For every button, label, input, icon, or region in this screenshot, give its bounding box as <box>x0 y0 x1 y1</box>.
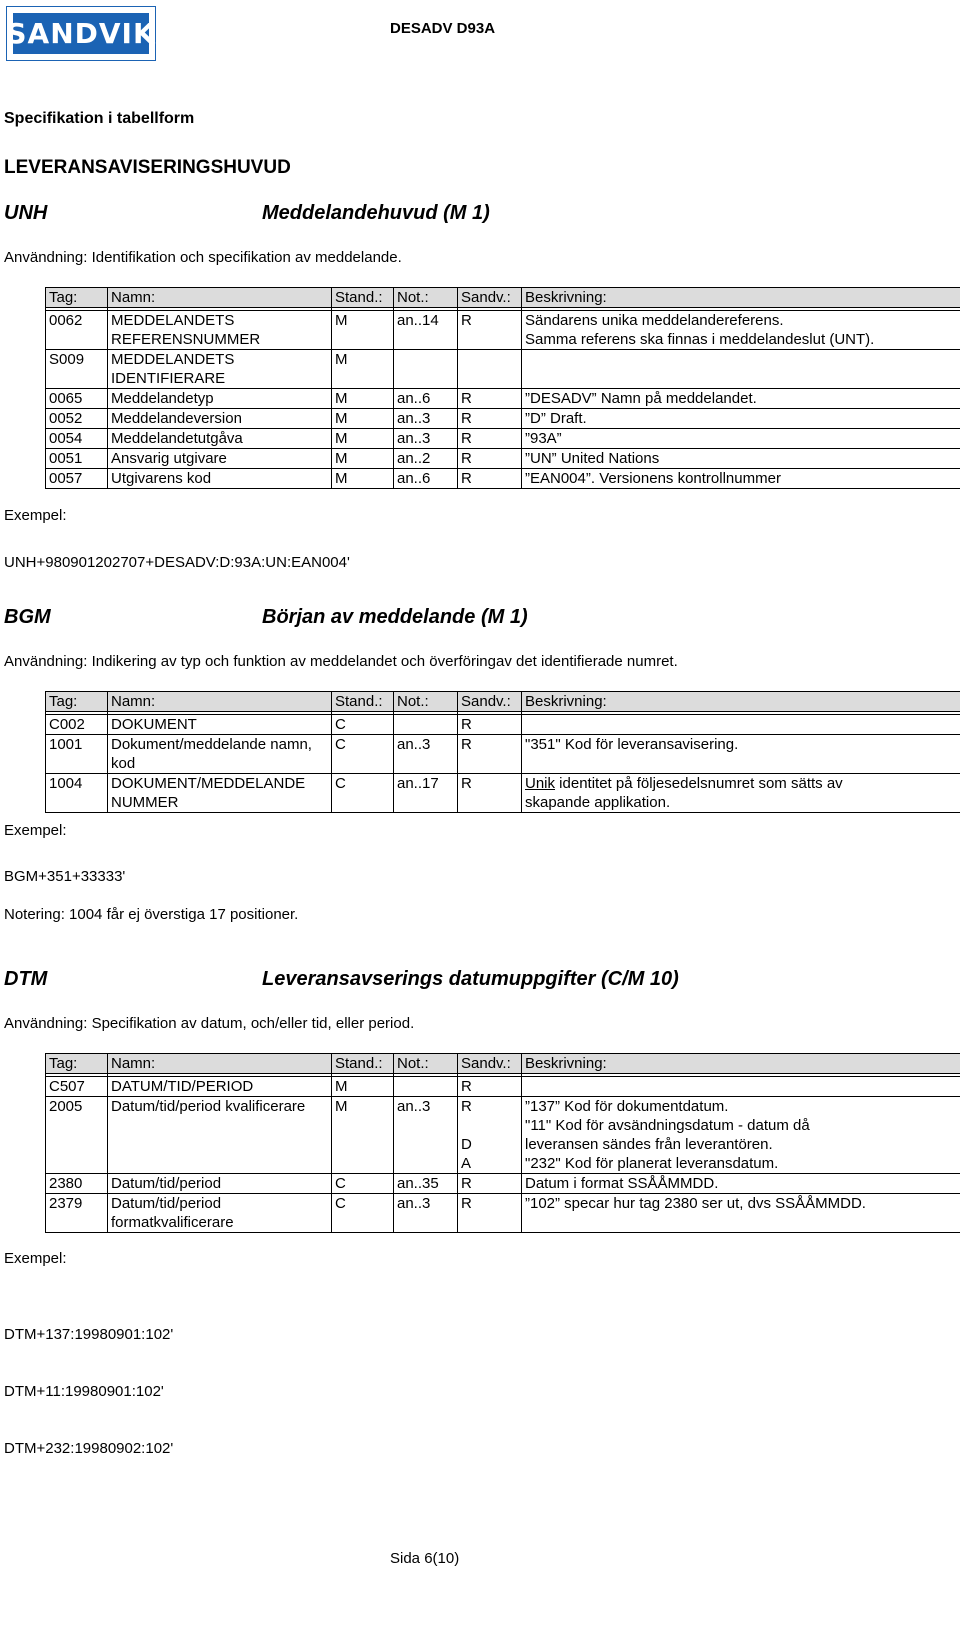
cell-stand: M <box>332 350 394 389</box>
cell-stand: C <box>332 1174 394 1194</box>
dtm-segment-name: Leveransavserings datumuppgifter (C/M 10) <box>262 968 679 990</box>
table-row <box>46 350 960 389</box>
table-row <box>46 409 960 429</box>
cell-tag: 0057 <box>46 469 108 489</box>
cell-name: Ansvarig utgivare <box>108 449 332 469</box>
cell-stand: M <box>332 1077 394 1097</box>
cell-not: an..14 <box>394 311 458 350</box>
table-row <box>46 774 960 813</box>
cell-tag: S009 <box>46 350 108 389</box>
dtm-segment-code: DTM <box>4 968 48 990</box>
column-header: Namn: <box>108 288 332 308</box>
bgm-usage: Användning: Indikering av typ och funktion av meddelandet och överföringav det identifierade numret. <box>4 653 678 670</box>
cell-stand: M <box>332 469 394 489</box>
cell-stand: M <box>332 1097 394 1174</box>
cell-name: MEDDELANDETS REFERENSNUMMER <box>108 311 332 350</box>
cell-not <box>394 1077 458 1097</box>
cell-tag: C002 <box>46 715 108 735</box>
sandvik-logo <box>6 6 156 61</box>
cell-sandv: R <box>458 1194 522 1233</box>
column-header: Namn: <box>108 1054 332 1074</box>
cell-not: an..35 <box>394 1174 458 1194</box>
dtm-example-line: DTM+11:19980901:102' <box>4 1383 164 1400</box>
table-row <box>46 389 960 409</box>
table-row <box>46 311 960 350</box>
dtm-example-label: Exempel: <box>4 1250 67 1267</box>
cell-name: MEDDELANDETS IDENTIFIERARE <box>108 350 332 389</box>
cell-desc: Sändarens unika meddelandereferens. Samma referens ska finnas i meddelandeslut (UNT). <box>522 311 960 350</box>
cell-stand: M <box>332 449 394 469</box>
cell-stand: C <box>332 1194 394 1233</box>
cell-stand: M <box>332 409 394 429</box>
column-header: Beskrivning: <box>522 288 960 308</box>
column-header: Not.: <box>394 1054 458 1074</box>
table-header-row <box>46 1054 960 1074</box>
document-title: DESADV D93A <box>390 20 496 37</box>
cell-desc: ”UN” United Nations <box>522 449 960 469</box>
cell-name: DOKUMENT/MEDDELANDE NUMMER <box>108 774 332 813</box>
cell-tag: 0052 <box>46 409 108 429</box>
cell-tag: 2379 <box>46 1194 108 1233</box>
cell-tag: 1001 <box>46 735 108 774</box>
page-number: Sida 6(10) <box>390 1550 460 1567</box>
cell-not: an..17 <box>394 774 458 813</box>
table-row <box>46 429 960 449</box>
cell-tag: 2005 <box>46 1097 108 1174</box>
cell-sandv: R <box>458 715 522 735</box>
unh-example: UNH+980901202707+DESADV:D:93A:UN:EAN004' <box>4 554 350 571</box>
column-header: Stand.: <box>332 1054 394 1074</box>
cell-sandv: R <box>458 469 522 489</box>
cell-stand: C <box>332 774 394 813</box>
column-header: Not.: <box>394 692 458 712</box>
table-header-row <box>46 288 960 308</box>
cell-desc: ”102” specar hur tag 2380 ser ut, dvs SSÅÅMMDD. <box>522 1194 960 1233</box>
cell-desc <box>522 715 960 735</box>
bgm-segment-name: Början av meddelande (M 1) <box>262 606 528 628</box>
table-row <box>46 1097 960 1174</box>
unh-spec-table <box>45 287 960 489</box>
cell-stand: M <box>332 389 394 409</box>
cell-name: DOKUMENT <box>108 715 332 735</box>
unh-segment-code: UNH <box>4 202 48 224</box>
cell-name: Meddelandeversion <box>108 409 332 429</box>
column-header: Sandv.: <box>458 1054 522 1074</box>
dtm-examples <box>4 1287 173 1477</box>
cell-not: an..3 <box>394 429 458 449</box>
cell-not: an..6 <box>394 469 458 489</box>
main-title: LEVERANSAVISERINGSHUVUD <box>4 157 291 178</box>
cell-desc: ”137” Kod för dokumentdatum. "11" Kod för avsändningsdatum - datum då leveransen sändes från leverantören. "232" Kod för planerat leveransdatum. <box>522 1097 960 1174</box>
cell-sandv: R <box>458 429 522 449</box>
cell-name: Meddelandetyp <box>108 389 332 409</box>
cell-stand: C <box>332 715 394 735</box>
bgm-example-label: Exempel: <box>4 822 67 839</box>
column-header: Beskrivning: <box>522 1054 960 1074</box>
column-header: Tag: <box>46 692 108 712</box>
table-row <box>46 469 960 489</box>
cell-stand: M <box>332 429 394 449</box>
cell-name: Meddelandetutgåva <box>108 429 332 449</box>
column-header: Sandv.: <box>458 288 522 308</box>
cell-not <box>394 715 458 735</box>
cell-desc <box>522 1077 960 1097</box>
cell-not <box>394 350 458 389</box>
cell-stand: M <box>332 311 394 350</box>
cell-tag: 2380 <box>46 1174 108 1194</box>
bgm-segment-code: BGM <box>4 606 51 628</box>
cell-name: DATUM/TID/PERIOD <box>108 1077 332 1097</box>
cell-not: an..3 <box>394 409 458 429</box>
bgm-note: Notering: 1004 får ej överstiga 17 positioner. <box>4 906 299 923</box>
column-header: Namn: <box>108 692 332 712</box>
cell-not: an..3 <box>394 735 458 774</box>
column-header: Beskrivning: <box>522 692 960 712</box>
cell-sandv: R <box>458 449 522 469</box>
table-row <box>46 1194 960 1233</box>
column-header: Stand.: <box>332 692 394 712</box>
table-row <box>46 449 960 469</box>
desc-underlined: Unik <box>525 775 556 792</box>
cell-name: Dokument/meddelande namn, kod <box>108 735 332 774</box>
table-row <box>46 735 960 774</box>
cell-name: Datum/tid/period <box>108 1174 332 1194</box>
cell-sandv: R <box>458 311 522 350</box>
cell-desc <box>522 774 960 813</box>
column-header: Tag: <box>46 288 108 308</box>
table-row <box>46 1174 960 1194</box>
bgm-spec-table <box>45 691 960 813</box>
cell-sandv: R <box>458 409 522 429</box>
cell-not: an..6 <box>394 389 458 409</box>
cell-not: an..2 <box>394 449 458 469</box>
column-header: Tag: <box>46 1054 108 1074</box>
cell-desc: ”EAN004”. Versionens kontrollnummer <box>522 469 960 489</box>
table-header-row <box>46 692 960 712</box>
cell-tag: C507 <box>46 1077 108 1097</box>
unh-segment-name: Meddelandehuvud (M 1) <box>262 202 490 224</box>
cell-desc: ”93A” <box>522 429 960 449</box>
cell-tag: 0065 <box>46 389 108 409</box>
cell-desc: Datum i format SSÅÅMMDD. <box>522 1174 960 1194</box>
cell-name: Datum/tid/period formatkvalificerare <box>108 1194 332 1233</box>
bgm-example: BGM+351+33333' <box>4 868 126 885</box>
cell-stand: C <box>332 735 394 774</box>
cell-desc: ”D” Draft. <box>522 409 960 429</box>
unh-example-label: Exempel: <box>4 507 67 524</box>
cell-tag: 0062 <box>46 311 108 350</box>
dtm-example-line: DTM+137:19980901:102' <box>4 1326 174 1343</box>
cell-sandv: R <box>458 735 522 774</box>
spec-title: Specifikation i tabellform <box>4 110 195 127</box>
cell-not: an..3 <box>394 1097 458 1174</box>
cell-desc <box>522 350 960 389</box>
cell-sandv: R D A <box>458 1097 522 1174</box>
dtm-usage: Användning: Specifikation av datum, och/eller tid, eller period. <box>4 1015 415 1032</box>
logo-text: SANDVIK <box>6 17 156 50</box>
cell-desc: ”DESADV” Namn på meddelandet. <box>522 389 960 409</box>
cell-sandv: R <box>458 1174 522 1194</box>
unh-usage: Användning: Identifikation och specifikation av meddelande. <box>4 249 402 266</box>
cell-sandv: R <box>458 1077 522 1097</box>
column-header: Sandv.: <box>458 692 522 712</box>
desc-text: identitet på följesedelsnumret som sätts av skapande applikation. <box>525 775 843 811</box>
dtm-spec-table <box>45 1053 960 1233</box>
cell-name: Datum/tid/period kvalificerare <box>108 1097 332 1174</box>
dtm-example-line: DTM+232:19980902:102' <box>4 1440 174 1457</box>
cell-tag: 0054 <box>46 429 108 449</box>
column-header: Not.: <box>394 288 458 308</box>
table-row <box>46 1077 960 1097</box>
table-row <box>46 715 960 735</box>
cell-tag: 1004 <box>46 774 108 813</box>
cell-sandv: R <box>458 774 522 813</box>
cell-name: Utgivarens kod <box>108 469 332 489</box>
cell-desc: "351" Kod för leveransavisering. <box>522 735 960 774</box>
cell-sandv: R <box>458 389 522 409</box>
cell-not: an..3 <box>394 1194 458 1233</box>
column-header: Stand.: <box>332 288 394 308</box>
cell-tag: 0051 <box>46 449 108 469</box>
cell-sandv <box>458 350 522 389</box>
